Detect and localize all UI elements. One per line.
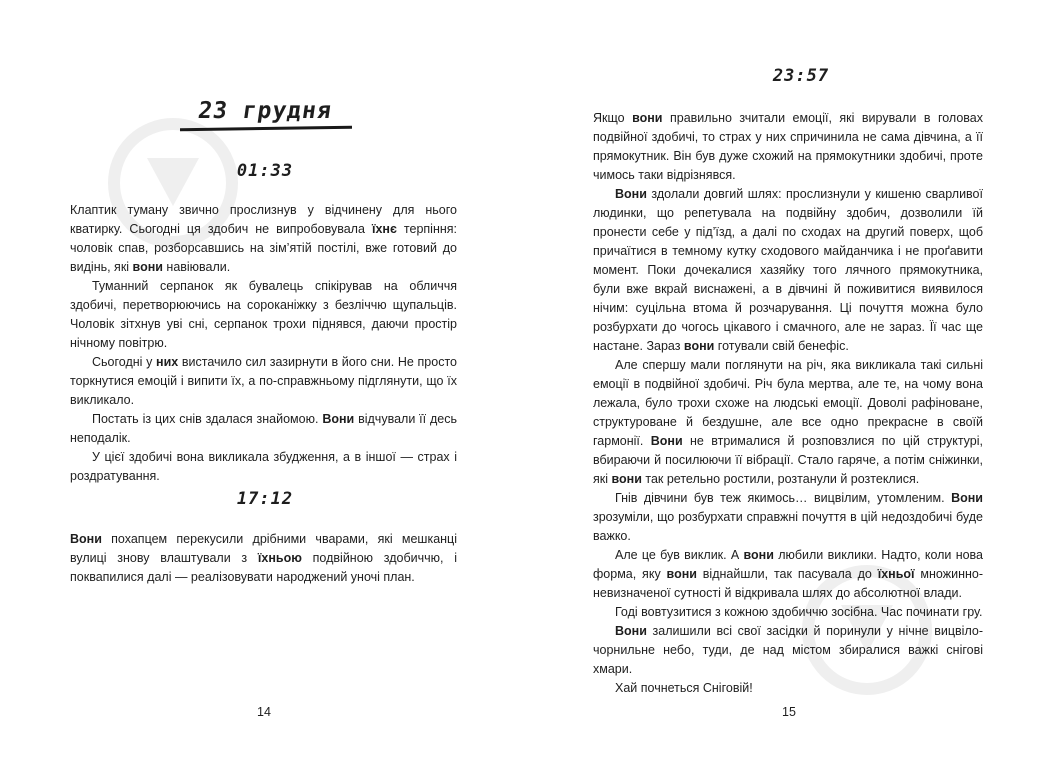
text-span: Якщо [593,111,633,125]
text-span: подвійною здобиччю, і поквапилися далі — реалізовувати народжений уночі план. [70,551,457,584]
paragraph [593,356,983,489]
text-span: відчували її десь неподалік. [70,412,458,445]
paragraph [593,185,983,356]
emphasis: вони [611,472,642,486]
emphasis: вони [743,548,774,562]
text-span: Клаптик туману звично прослизнув у відчинену для нього кватирку. Сьогодні ця здобич не випробовувала [70,203,457,236]
time-heading-0133: 01:33 [236,161,294,181]
time-heading-2357: 23:57 [772,66,830,86]
text-span: віднайшли, так пасувала до [696,567,878,581]
paragraph [70,353,457,410]
paragraph [593,546,983,603]
paragraph [593,622,983,679]
page-number: 15 [782,705,796,719]
text-span: правильно зчитали емоції, які вирували в головах подвійної здобичі, то страх у них спричинила не сама дівчина, а її прямокутник. Він був дуже схожий на прямокутники здобичі, проте чимось таки відрізнявся. [593,111,983,182]
text-span: Але спершу мали поглянути на річ, яка викликала такі сильні емоції в подвійної здобичі. Річ була мертва, але те, на чому вона лежала, було трохи схоже на людські емоції. Доволі рафіноване, структуроване й бездушне, але все одно прекрасне в своїй гармонії. [593,358,983,448]
paragraph: Туманний серпанок як бувалець спікірував на обличчя здобичі, перетворюючись на сороканіжку з безліччю щупальців. Чоловік зітхнув уві сні, серпанок трохи піднявся, даючи простір нічному повітрю. [70,279,457,350]
text-span: терпіння: чоловік спав, розборсавшись на зім’ятій постілі, вже готовий до видінь, які [70,222,458,274]
section-0133-text [70,201,457,486]
text-span: любили виклики. Надто, коли нова форма, яку [593,548,983,581]
paragraph: У цієї здобичі вона викликала збудження, а в іншої — страх і роздратування. [70,450,457,483]
text-span: готували свій бенефіс. [714,339,849,353]
emphasis: їхнє [371,222,397,236]
paragraph [70,201,457,277]
emphasis: їхньої [877,567,915,581]
text-span: залишили всі свої засідки й поринули у нічне вицвіло-чорнильне небо, туди, де над містом збиралися важкі снігові хмари. [593,624,983,676]
emphasis: Вони [615,187,647,201]
section-1712-text [70,530,457,587]
chapter-title: 23 грудня [196,98,334,124]
emphasis: них [156,355,179,369]
text-span: множинно-невизначеної сутності й відкривала шлях до абсолютної влади. [593,567,983,600]
emphasis: вони [666,567,697,581]
text-span: Гнів дівчини був теж якимось… вицвілим, утомленим. [615,491,952,505]
time-heading-1712: 17:12 [236,489,294,509]
paragraph [70,410,457,448]
text-span: здолали довгий шлях: прослизнули у кишеню сварливої людинки, що репетувала на подвійну здобич, дозволили їй пронести себе у під’їзд, а далі по сходах на другий поверх, щоб причаїтися в темному кутку сходового майданчика і не проґавити момент. Поки дочекалися хазяйку того лячного прямокутника, були вже вкрай виснажені, а в дівчині й поживитися виявилося нічим: суцільна втома й розчарування. Ці почуття можна було розбурхати до чогось цікавого і смачного, але не зараз. Її час ще настане. Зараз [593,187,983,353]
text-span: не втрималися й розповзлися по цій структурі, вбираючи й посилюючи її вібрації. Стало гаряче, а потім сніжинки, які [593,434,983,486]
emphasis: Вони [615,624,647,638]
text-span: навіювали. [162,260,231,274]
text-span: Сьогодні у [92,355,157,369]
emphasis: вони [632,111,663,125]
emphasis: Вони [70,532,102,546]
paragraph [593,109,983,185]
emphasis: вони [132,260,163,274]
page-number: 14 [257,705,271,719]
right-page [525,0,1050,761]
paragraph: Хай почнеться Сніговій! [615,681,753,695]
emphasis: їхньою [257,551,302,565]
text-span: Але це був виклик. А [615,548,744,562]
text-span: Постать із цих снів здалася знайомою. [92,412,323,426]
paragraph [70,530,457,587]
emphasis: вони [683,339,715,353]
emphasis: Вони [951,491,983,505]
text-span: похапцем перекусили дрібними чварами, які мешканці вулиці знову влаштували з [70,532,457,565]
emphasis: Вони [322,412,355,426]
emphasis: Вони [650,434,683,448]
paragraph [593,489,983,546]
paragraph: Годі вовтузитися з кожною здобиччю зосібна. Час починати гру. [615,605,983,619]
text-span: так ретельно ростили, розтанули й розтеклися. [641,472,920,486]
text-span: зрозуміли, що розбурхати справжні почуття в цій недоздобичі буде важко. [593,510,983,543]
section-2357-text [593,109,983,698]
text-span: вистачило сил зазирнути в його сни. Не просто торкнутися емоцій і випити їх, а по-справжньому підглянути, що їх викликало. [70,355,457,407]
